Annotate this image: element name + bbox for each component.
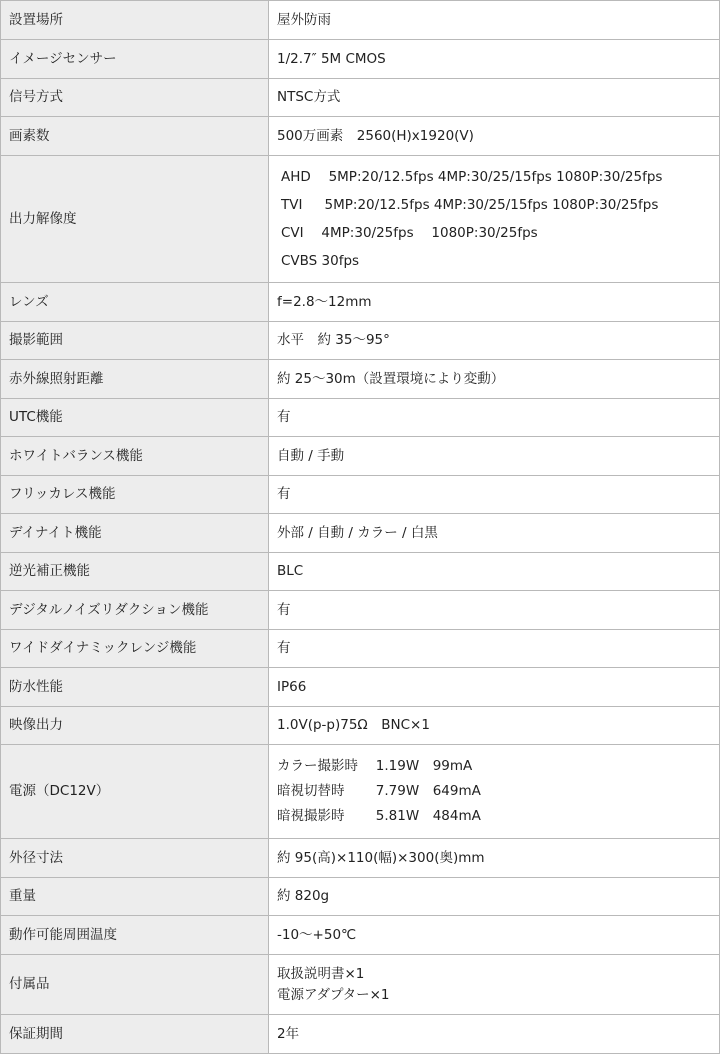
spec-value-list <box>269 156 720 283</box>
spec-label: ワイドダイナミックレンジ機能 <box>1 630 269 668</box>
spec-value: 約 95(高)×110(幅)×300(奥)mm <box>269 839 720 878</box>
spec-row-warranty <box>1 1015 720 1054</box>
spec-row-day-night <box>1 514 720 553</box>
spec-row-flickerless <box>1 476 720 514</box>
spec-row-image-sensor <box>1 40 720 79</box>
spec-label: フリッカレス機能 <box>1 476 269 514</box>
spec-label: 外径寸法 <box>1 839 269 878</box>
spec-value: 水平 約 35～95° <box>269 322 720 360</box>
spec-value: 有 <box>269 591 720 630</box>
power-line-night: 暗視撮影時 5.81W 484mA <box>277 808 481 824</box>
spec-row-pixels <box>1 117 720 156</box>
spec-value: NTSC方式 <box>269 79 720 117</box>
power-line-switching: 暗視切替時 7.79W 649mA <box>277 783 481 799</box>
spec-label: 防水性能 <box>1 668 269 707</box>
spec-value-list <box>269 745 720 839</box>
spec-row-signal-system <box>1 79 720 117</box>
spec-label: UTC機能 <box>1 399 269 437</box>
spec-label: ホワイトバランス機能 <box>1 437 269 476</box>
spec-row-waterproof <box>1 668 720 707</box>
spec-label: 付属品 <box>1 955 269 1015</box>
spec-value: 自動 / 手動 <box>269 437 720 476</box>
spec-label: レンズ <box>1 283 269 322</box>
spec-label: 電源（DC12V） <box>1 745 269 839</box>
spec-row-shooting-range <box>1 322 720 360</box>
spec-label: 逆光補正機能 <box>1 553 269 591</box>
spec-value: 有 <box>269 399 720 437</box>
spec-value: 1/2.7″ 5M CMOS <box>269 40 720 79</box>
spec-row-accessories <box>1 955 720 1015</box>
spec-row-power <box>1 745 720 839</box>
resolution-line-tvi: TVI 5MP:20/12.5fps 4MP:30/25/15fps 1080P:30/25fps <box>281 197 659 213</box>
spec-row-dnr <box>1 591 720 630</box>
spec-label: デイナイト機能 <box>1 514 269 553</box>
spec-row-utc <box>1 399 720 437</box>
spec-row-dimensions <box>1 839 720 878</box>
spec-value: 有 <box>269 476 720 514</box>
spec-value: -10～+50℃ <box>269 916 720 955</box>
spec-label: 重量 <box>1 878 269 916</box>
spec-value: 屋外防雨 <box>269 1 720 40</box>
spec-row-white-balance <box>1 437 720 476</box>
spec-row-video-output <box>1 707 720 745</box>
spec-row-location <box>1 1 720 40</box>
spec-label: 動作可能周囲温度 <box>1 916 269 955</box>
spec-row-temperature <box>1 916 720 955</box>
spec-label: 設置場所 <box>1 1 269 40</box>
spec-row-wdr <box>1 630 720 668</box>
spec-value: IP66 <box>269 668 720 707</box>
spec-row-weight <box>1 878 720 916</box>
resolution-line-ahd: AHD 5MP:20/12.5fps 4MP:30/25/15fps 1080P:30/25fps <box>281 169 663 185</box>
spec-label: 撮影範囲 <box>1 322 269 360</box>
spec-row-ir-distance <box>1 360 720 399</box>
accessory-line-adapter: 電源アダプター×1 <box>277 986 390 1003</box>
spec-label: 赤外線照射距離 <box>1 360 269 399</box>
spec-value: 1.0V(p-p)75Ω BNC×1 <box>269 707 720 745</box>
spec-label: デジタルノイズリダクション機能 <box>1 591 269 630</box>
spec-label: 出力解像度 <box>1 156 269 283</box>
spec-row-backlight <box>1 553 720 591</box>
spec-value: 2年 <box>269 1015 720 1054</box>
spec-value: BLC <box>269 553 720 591</box>
spec-label: 保証期間 <box>1 1015 269 1054</box>
spec-label: イメージセンサー <box>1 40 269 79</box>
spec-value: 約 25～30m（設置環境により変動） <box>269 360 720 399</box>
resolution-line-cvi: CVI 4MP:30/25fps 1080P:30/25fps <box>281 225 538 241</box>
spec-label: 映像出力 <box>1 707 269 745</box>
power-line-color: カラー撮影時 1.19W 99mA <box>277 758 473 774</box>
spec-row-lens <box>1 283 720 322</box>
spec-value: 約 820g <box>269 878 720 916</box>
spec-value: 500万画素 2560(H)x1920(V) <box>269 117 720 156</box>
spec-value: 有 <box>269 630 720 668</box>
spec-value: 外部 / 自動 / カラー / 白黒 <box>269 514 720 553</box>
spec-label: 画素数 <box>1 117 269 156</box>
accessory-line-manual: 取扱説明書×1 <box>277 965 365 982</box>
spec-row-output-resolution <box>1 156 720 283</box>
spec-value-list <box>269 955 720 1015</box>
spec-label: 信号方式 <box>1 79 269 117</box>
spec-value: f=2.8～12mm <box>269 283 720 322</box>
resolution-line-cvbs: CVBS 30fps <box>281 253 360 269</box>
